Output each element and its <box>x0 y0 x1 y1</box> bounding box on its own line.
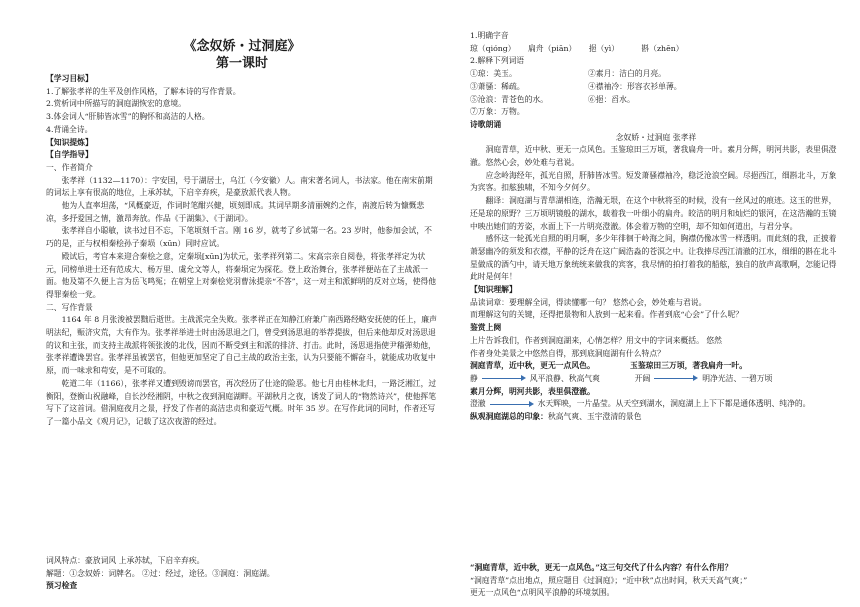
poem-pair-2: 素月分辉，明河共影，表里俱澄澈。 <box>470 386 595 396</box>
style-line: 词风特点：豪放词风 上承苏轼，下启辛弃疾。 <box>46 556 205 565</box>
flow-row-1 <box>470 373 842 386</box>
poem-paragraph: 应念岭海经年，孤光自照，肝肺皆冰雪。短发萧骚襟袖冷，稳泛沧浪空阔。尽挹西江，细斟北斗，万象为宾客。扣舷独啸，不知今夕何夕。 <box>470 170 837 193</box>
author-heading: 一、作者简介 <box>46 162 93 172</box>
question-line: 品读词章：要理解全词，得读懂哪一句？ 悠然心会，妙处难与君说。 <box>470 297 707 307</box>
objectives-heading: 【学习目标】 <box>46 74 93 83</box>
poem-pair-1 <box>470 360 842 373</box>
vocab-item: ⑥挹：舀水。 <box>588 94 635 104</box>
appreciate-line: 上片告诉我们，作者到洞庭湖来，心情怎样？用文中的字词来概括。 悠然 <box>470 335 722 345</box>
vocab-item: ②素月：洁白的月亮。 <box>588 69 666 79</box>
self-study-heading: 【自学指导】 <box>46 150 93 160</box>
vocab-row <box>470 68 842 81</box>
flow-key: 开阔 <box>634 373 651 383</box>
arrow-icon <box>490 401 534 408</box>
background-heading: 二、写作背景 <box>46 302 93 312</box>
impression-value: 秋高气爽、玉宇澄清的景色 <box>547 412 642 422</box>
author-paragraph: 殿试后，考官本来迎合秦桧之意，定秦埙[xūn]为状元，张孝祥列第二。宋高宗亲自阅卷，将张孝祥定为状元，同榜单进士还有范成大、杨万里、虞允文等人，将秦埙定为探花。登上政治舞台，张孝祥便站在了主战派一面。他及第不久便上言为岳飞鸣冤；在朝堂上对秦桧党羽曹泳提亲“不答”，这一对主和派鲜明的反对立场，使得他得罪秦桧一党。 <box>46 251 437 299</box>
document-title: 《念奴娇・过洞庭》 <box>183 39 301 54</box>
flow-key: 澄澈 <box>470 399 486 409</box>
vocab-row <box>470 106 842 119</box>
question-line: 而理解这句的关键，还得把景物和人放到一起来看。作者到底“心会”了什么呢？ <box>470 310 744 320</box>
right-column <box>470 30 842 424</box>
flow-row-2 <box>470 398 842 411</box>
pair-line-b: 玉鉴琼田三万顷，著我扁舟一叶。 <box>630 361 747 371</box>
knowledge-heading: 【知识提炼】 <box>46 137 93 147</box>
left-column <box>46 73 438 429</box>
objective-item: 3.体会词人“肝肺皆冰雪”的胸怀和高洁的人格。 <box>46 112 210 122</box>
translation-paragraph: 翻译：洞庭湖与青草湖相连，浩瀚无垠，在这个中秋将至的时候，没有一丝风过的痕迹。这玉的世界，还是琼的原野？三万顷明镜般的湖水，载着我一叶细小的扁舟。皎洁的明月和灿烂的银河，在这浩瀚的玉镜中映出她们的芳姿，水面上下一片明亮澄澈。体会着万物的空明，却不知如何道出，与君分享。 <box>470 196 837 231</box>
vocab-item: ④襟袖冷：形容衣衫单薄。 <box>588 81 682 91</box>
objective-item: 4.背诵全诗。 <box>46 124 93 134</box>
author-paragraph: 他为人直率坦荡，“风概豪迈，作词时笔酣兴健，顷刻即成。其词早期多清丽婉约之作，南渡后转为慷慨悲凉，多抒爱国之情，激昂奔放。作品《于湖集》、《于湖词》。 <box>46 201 425 223</box>
pron-item: 琼（qióng） <box>470 43 516 53</box>
understand-heading: 【知识理解】 <box>470 285 517 295</box>
pair-line-a: 洞庭青草，近中秋，更无一点风色。 <box>470 361 595 371</box>
arrow-icon <box>654 375 698 382</box>
preview-heading: 预习检查 <box>46 581 78 591</box>
lesson-subtitle: 第一课时 <box>215 56 268 71</box>
pron-item: 挹（yì） <box>588 43 620 53</box>
appreciate-heading: 鉴赏上阕 <box>470 323 502 333</box>
impression-heading: 纵观洞庭湖总的印象： <box>470 412 548 422</box>
flow-key: 静 <box>470 373 478 383</box>
impression-line <box>470 411 842 424</box>
pronunciation-heading: 1.明确字音 <box>470 31 509 40</box>
poem-title: 念奴娇・过洞庭 张孝祥 <box>615 132 697 142</box>
recite-heading: 诗歌朗诵 <box>470 119 502 129</box>
objective-item: 2.赏析词中所描写的洞庭湖恢宏的意境。 <box>46 99 186 109</box>
vocab-item: ①琼：美玉。 <box>470 69 517 79</box>
pron-item: 斟（zhēn） <box>641 43 684 53</box>
author-paragraph: 张孝祥（1132—1170）：字安国，号于湖居士，乌江（今安徽）人。南宋著名词人，书法家。他在南宋前期的词坛上享有很高的地位，上承苏轼，下启辛弃疾，是豪放派代表人物。 <box>46 175 433 198</box>
author-paragraph: 张孝祥自小聪敏，读书过目不忘，下笔顷刻千言。刚 16 岁，就考了乡试第一名。23 岁时，他参加会试，不巧的是，正与权相秦桧孙子秦埙（xūn）同时应试。 <box>46 226 432 249</box>
objective-item: 1.了解张孝祥的生平及创作风格，了解本诗的写作背景。 <box>46 86 241 96</box>
arrow-icon <box>482 375 526 382</box>
background-paragraph: 乾道二年（1166），张孝祥又遭到毁谤而罢官，再次经历了仕途的险恶。他七月由桂林北归，一路泛湘江，过衡阳，登衡山祝融峰，自长沙经湘阴，中秋之夜到洞庭湖畔。平湖秋月之夜，诱发了词人的“物然诗兴”，使他挥笔写下了这首词。借洞庭夜月之景，抒发了作者的高洁忠贞和豪迈气概。时年 35 岁。在写作此词的同时，作者还写了一篇小品文《观月记》，记载了这次夜游的经过。 <box>46 378 437 426</box>
flow-value: 风平浪静、秋高气爽 <box>529 373 600 383</box>
bottom-question: “洞庭青草，近中秋，更无一点风色。”这三句交代了什么内容？有什么作用？ <box>470 563 733 572</box>
flow-value: 明净光洁、一碧万顷 <box>702 373 773 383</box>
vocab-row <box>470 94 842 107</box>
vocab-item: ③萧骚：稀疏。 <box>470 81 525 91</box>
vocab-item: ⑦万象：万物。 <box>470 107 525 117</box>
bottom-answer: 更无一点风色“点明风平浪静的环境氛围。 <box>470 588 615 598</box>
vocab-item: ⑤沧浪：青苍色的水。 <box>470 94 548 104</box>
left-footer <box>46 555 438 593</box>
vocab-row <box>470 81 842 94</box>
pronunciation-row <box>470 43 842 56</box>
notes-line: 解题：①念奴娇：词牌名。 ②过：经过，途径。③洞庭：洞庭湖。 <box>46 568 275 578</box>
translation-paragraph: 感怀这一轮孤光自照的明月啊，多少年徘徊于岭海之间，胸襟仍像冰雪一样透明。而此刻的我，正披着萧瑟幽冷的须发和衣襟，平静的泛舟在这广阔浩淼的苍溟之中。让我捧尽西江清澈的江水，细细的斟在北斗星做成的酒勺中，请天地万象统统来做我的宾客，我尽情的拍打着我的船舷，独自的放声高歌啊，怎能记得此时是何年！ <box>470 234 837 282</box>
background-paragraph: 1164 年 8 月张浚被罢黜后逝世。主战派完全失败。张孝祥正在知静江府兼广南西路经略安抚使的任上，廉声明法纪，赈济灾荒，大有作为。张孝祥举进士时由汤思退之门，曾受到汤思退的举荐提拔，但后来他却反对汤思退的议和主张，而支持主战派将领张浚的北伐，因而不断受到主和派的排济、打击。此时，汤思退指使尹穑弹劾他，张孝祥遭谗罢官。张孝祥虽被罢官，但他更加坚定了自己主战的政治主张，认为只要能不懈奋斗，就能成功收复中原，而一味求和苟安，是不可取的。 <box>46 315 437 376</box>
poem-paragraph: 洞庭青草，近中秋、更无一点风色。玉鉴琼田三万顷，著我扁舟一叶。素月分辉，明河共影，表里俱澄澈。悠然心会，妙处难与君说。 <box>470 145 837 168</box>
bottom-answer: “洞庭青草”点出地点，照应题目《过洞庭》；“近中秋”点出时间，秋天天高气爽；” <box>470 575 748 585</box>
pron-item: 扁舟（piān） <box>528 43 577 53</box>
flow-value: 水天辉映，一片晶莹。从天空到湖水，洞庭湖上上下下都是通体透明、纯净的。 <box>537 399 811 409</box>
right-footer <box>470 562 842 600</box>
vocab-heading: 2.解释下列词语 <box>470 56 525 66</box>
appreciate-line: 作者身处美景之中悠然自得，那到底洞庭湖有什么特点？ <box>470 348 665 358</box>
